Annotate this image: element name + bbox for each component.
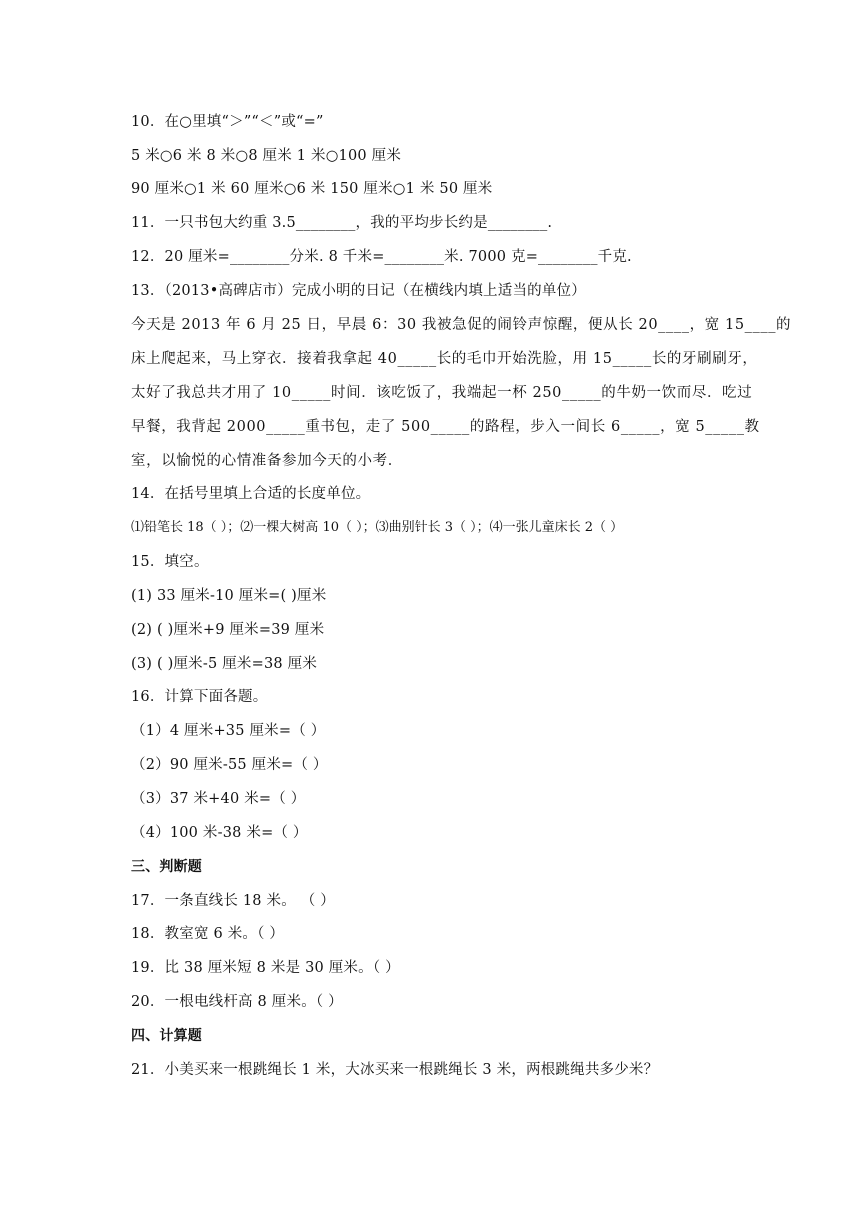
q15-item-1: (1) 33 厘米-10 厘米=( )厘米 (131, 588, 327, 604)
q13-title: 13．（2013•高碑店市）完成小明的日记（在横线内填上适当的单位） (131, 283, 586, 299)
q15-item-2: (2) ( )厘米+9 厘米=39 厘米 (131, 622, 325, 638)
q18: 18．教室宽 6 米。（ ） (131, 926, 285, 942)
section-3-heading: 三、判断题 (131, 859, 202, 875)
section-4-heading: 四、计算题 (131, 1028, 202, 1044)
q16-item-4: （4）100 米-38 米=（ ） (131, 825, 308, 841)
q10-row-1: 5 米○6 米 8 米○8 厘米 1 米○100 厘米 (131, 148, 402, 164)
q15-item-3: (3) ( )厘米-5 厘米=38 厘米 (131, 656, 318, 672)
q19: 19．比 38 厘米短 8 米是 30 厘米。（ ） (131, 960, 400, 976)
q13-diary-line-5: 室，以愉悦的心情准备参加今天的小考． (131, 453, 403, 469)
q13-diary-line-3: 太好了我总共才用了 10_____时间．该吃饭了，我端起一杯 250_____的牛奶一饮而尽．吃过 (131, 385, 753, 401)
q12: 12．20 厘米=________分米. 8 千米=________米. 7000 克=________千克. (131, 249, 632, 265)
q13-diary-line-2: 床上爬起来，马上穿衣．接着我拿起 40_____长的毛巾开始洗脸，用 15_____长的牙刷刷牙， (131, 351, 758, 367)
q20: 20．一根电线杆高 8 厘米。（ ） (131, 994, 343, 1010)
q10-title: 10．在○里填“＞”“＜”或“=” (131, 114, 324, 130)
q16-item-2: （2）90 厘米-55 厘米=（ ） (131, 757, 328, 773)
q11: 11．一只书包大约重 3.5________，我的平均步长约是________. (131, 215, 553, 231)
q14-items: ⑴铅笔长 18（ ）；⑵一棵大树高 10（ ）；⑶曲别针长 3（ ）；⑷一张儿童床长 2（ ） (131, 520, 624, 535)
q21: 21．小美买来一根跳绳长 1 米，大冰买来一根跳绳长 3 米，两根跳绳共多少米？ (131, 1062, 659, 1078)
q17: 17．一条直线长 18 米。 （ ） (131, 893, 335, 909)
q16-item-3: （3）37 米+40 米=（ ） (131, 791, 306, 807)
q14-title: 14．在括号里填上合适的长度单位。 (131, 486, 371, 502)
q16-item-1: （1）4 厘米+35 厘米=（ ） (131, 723, 326, 739)
q15-title: 15．填空。 (131, 554, 209, 570)
q16-title: 16．计算下面各题。 (131, 689, 268, 705)
q13-diary-line-4: 早餐，我背起 2000_____重书包，走了 500_____的路程，步入一间长 6_____，宽 5_____教 (131, 419, 760, 435)
q10-row-2: 90 厘米○1 米 60 厘米○6 米 150 厘米○1 米 50 厘米 (131, 181, 493, 197)
q13-diary-line-1: 今天是 2013 年 6 月 25 日，早晨 6：30 我被急促的闹铃声惊醒，便从长 20____，宽 15____的 (131, 317, 792, 333)
